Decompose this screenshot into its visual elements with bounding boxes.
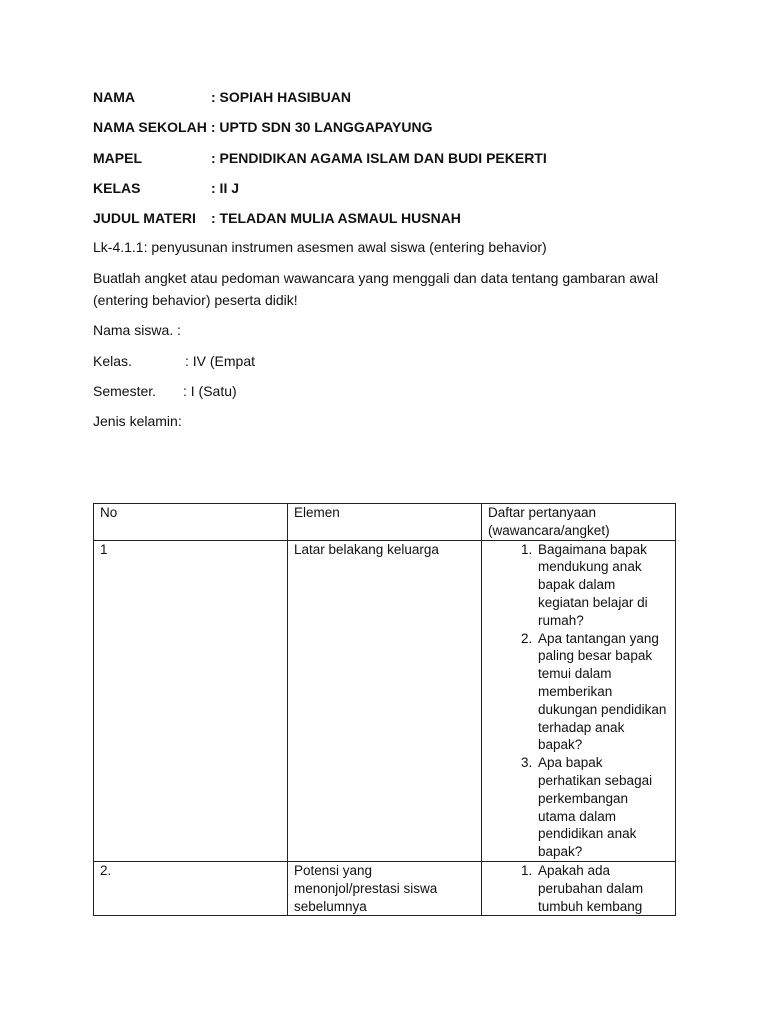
table-header-row xyxy=(94,504,676,541)
row-elemen: Potensi yang menonjol/prestasi siswa sebelumnya xyxy=(288,861,482,915)
nama-siswa-field: Nama siswa. : xyxy=(93,322,181,338)
header-nama-value: : SOPIAH HASIBUAN xyxy=(211,89,352,105)
header-elemen: Elemen xyxy=(288,504,482,541)
header-sekolah-label: NAMA SEKOLAH xyxy=(93,119,207,135)
header-mapel xyxy=(93,149,547,167)
header-judul xyxy=(93,209,461,227)
kelas-field-label: Kelas. xyxy=(93,353,132,369)
lk-title: Lk-4.1.1: penyusunan instrumen asesmen awal siswa (entering behavior) xyxy=(93,239,547,255)
semester-field xyxy=(93,382,237,400)
instruction-text: Buatlah angket atau pedoman wawancara yang menggali dan data tentang gambaran awal (entering behavior) peserta didik! xyxy=(93,270,659,308)
kelas-field xyxy=(93,352,255,370)
header-judul-label: JUDUL MATERI xyxy=(93,210,196,226)
header-nama-label: NAMA xyxy=(93,89,135,105)
jenis-kelamin-field: Jenis kelamin: xyxy=(93,413,182,429)
row-no: 2. xyxy=(94,861,288,915)
header-mapel-value: : PENDIDIKAN AGAMA ISLAM DAN BUDI PEKERTI xyxy=(211,150,547,166)
table-row xyxy=(94,540,676,861)
header-daftar-pertanyaan: Daftar pertanyaan (wawancara/angket) xyxy=(482,504,676,541)
question-list xyxy=(488,541,669,861)
header-kelas-value: : II J xyxy=(211,180,240,196)
semester-field-label: Semester. xyxy=(93,383,157,399)
question-list xyxy=(488,862,669,915)
question-item: 2. Apa tantangan yang paling besar bapak temui dalam memberikan dukungan pendidikan terhadap anak bapak? xyxy=(536,630,669,755)
header-sekolah xyxy=(93,118,433,136)
header-judul-value: : TELADAN MULIA ASMAUL HUSNAH xyxy=(211,210,461,226)
question-item: 1. Bagaimana bapak mendukung anak bapak dalam kegiatan belajar di rumah? xyxy=(536,541,669,630)
header-kelas xyxy=(93,179,239,197)
question-item: 3. Apa bapak perhatikan sebagai perkembangan utama dalam pendidikan anak bapak? xyxy=(536,754,669,861)
header-no: No xyxy=(94,504,288,541)
header-sekolah-value: : UPTD SDN 30 LANGGAPAYUNG xyxy=(210,119,433,135)
header-kelas-label: KELAS xyxy=(93,180,141,196)
assessment-table xyxy=(93,503,676,916)
row-elemen: Latar belakang keluarga xyxy=(288,540,482,861)
table-row xyxy=(94,861,676,915)
kelas-field-value: : IV (Empat xyxy=(185,353,256,369)
question-item: 1. Apakah ada perubahan dalam tumbuh kembang xyxy=(536,862,669,915)
row-questions xyxy=(482,540,676,861)
row-questions xyxy=(482,861,676,915)
row-no: 1 xyxy=(94,540,288,861)
header-nama xyxy=(93,88,351,106)
semester-field-value: : I (Satu) xyxy=(183,383,237,399)
header-mapel-label: MAPEL xyxy=(93,150,142,166)
